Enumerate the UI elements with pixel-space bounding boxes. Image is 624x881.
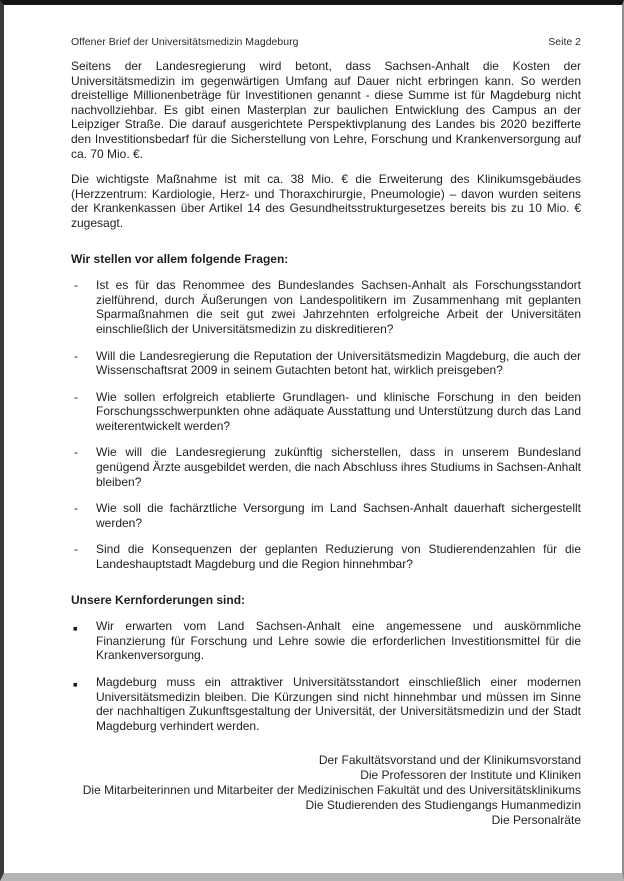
page-number: Seite 2: [548, 36, 581, 48]
demands-heading: Unsere Kernforderungen sind:: [71, 592, 246, 607]
questions-list: [71, 278, 581, 572]
signature-line: Die Personalräte: [491, 812, 581, 827]
signature-line: Die Studierenden des Studiengangs Humanmedizin: [305, 797, 581, 812]
dash-bullet: -: [74, 348, 78, 363]
demand-text: Wir erwarten vom Land Sachsen-Anhalt eine angemessene und auskömmliche Finanzierung für Forschung und Lehre sowie die erforderlichen Investitionsmittel für die Krankenversorgung.: [96, 619, 581, 663]
dash-bullet: -: [74, 278, 78, 293]
dash-bullet: -: [74, 389, 78, 404]
signature-block: [71, 753, 581, 827]
question-text: Will die Landesregierung die Reputation der Universitätsmedizin Magdeburg, die auch der Wissenschaftsrat 2009 in seinem Gutachten betont hat, wirklich preisgeben?: [96, 348, 581, 378]
question-text: Wie will die Landesregierung zukünftig sicherstellen, dass in unserem Bundesland genügend Ärzte ausgebildet werden, die nach Abschluss ihres Studiums in Sachsen-Anhalt bleiben?: [96, 445, 581, 489]
question-text: Wie soll die fachärztliche Versorgung im Land Sachsen-Anhalt dauerhaft sichergestellt werden?: [96, 501, 581, 530]
dash-bullet: -: [74, 445, 78, 460]
questions-heading: Wir stellen vor allem folgende Fragen:: [71, 251, 289, 266]
dash-bullet: -: [74, 542, 78, 557]
header-title: Offener Brief der Universitätsmedizin Magdeburg: [71, 36, 299, 48]
question-text: Sind die Konsequenzen der geplanten Reduzierung von Studierendenzahlen für die Landeshauptstadt Magdeburg und die Region hinnehmbar?: [96, 542, 581, 572]
dash-bullet: -: [74, 501, 78, 516]
signature-line: Der Fakultätsvorstand und der Klinikumsvorstand: [318, 753, 581, 768]
demand-item: [71, 675, 581, 733]
square-bullet: ■: [73, 623, 78, 633]
question-item: [71, 390, 581, 434]
square-bullet: ■: [73, 679, 78, 689]
paragraph-measure: Die wichtigste Maßnahme ist mit ca. 38 Mio. € die Erweiterung des Klinikumsgebäudes (Herzzentrum: Kardiologie, Herz- und Thoraxchirurgie, Pneumologie) – davon wurden seitens der Krankenkassen über Artikel 14 des Gesundheitsstrukturgesetzes bereits bis zu 10 Mio. € zugesagt.: [71, 172, 581, 230]
question-text: Ist es für das Renommee des Bundeslandes Sachsen-Anhalt als Forschungsstandort zielführend, durch Äußerungen von Landespolitikern im Zusammenhang mit geplanten Sparmaßnahmen die seit gut zwei Jahrzehnten erfolgreiche Arbeit der Universitäten einschließlich der Universitätsmedizin zu diskreditieren?: [96, 278, 581, 336]
question-text: Wie sollen erfolgreich etablierte Grundlagen- und klinische Forschung in den beiden Forschungsschwerpunkten ohne adäquate Ausstattung und Unterstützung durch das Land weiterentwickelt werden?: [96, 389, 581, 433]
signature-line: Die Professoren der Institute und Kliniken: [360, 768, 581, 783]
demand-text: Magdeburg muss ein attraktiver Universitätsstandort einschließlich einer modernen Universitätsmedizin bleiben. Die Kürzungen sind nicht hinnehmbar und müssen im Sinne der nachhaltigen Zukunftsgestaltung der Universität, der Universitätsmedizin und der Stadt Magdeburg verhindert werden.: [96, 675, 581, 733]
paragraph-funding: Seitens der Landesregierung wird betont, dass Sachsen-Anhalt die Kosten der Universitätsmedizin im gegenwärtigen Umfang auf Dauer nicht erbringen kann. So werden dreistellige Millionenbeträge für Investitionen genannt - diese Summe ist für Magdeburg nicht nachvollziehbar. Es gibt einen Masterplan zur baulichen Entwicklung des Campus an der Leipziger Straße. Die darauf ausgerichtete Perspektivplanung des Landes bis 2020 bezifferte den Investitionsbedarf für die Sicherstellung von Lehre, Forschung und Krankenversorgung auf ca. 70 Mio. €.: [71, 59, 581, 161]
question-item: [71, 349, 581, 378]
page-header: [71, 36, 581, 48]
question-item: [71, 445, 581, 489]
demands-list: [71, 619, 581, 733]
question-item: [71, 501, 581, 530]
question-item: [71, 542, 581, 571]
demand-item: [71, 619, 581, 663]
signature-line: Die Mitarbeiterinnen und Mitarbeiter der Medizinischen Fakultät und des Universitätsklinikums: [82, 782, 581, 797]
question-item: [71, 278, 581, 336]
